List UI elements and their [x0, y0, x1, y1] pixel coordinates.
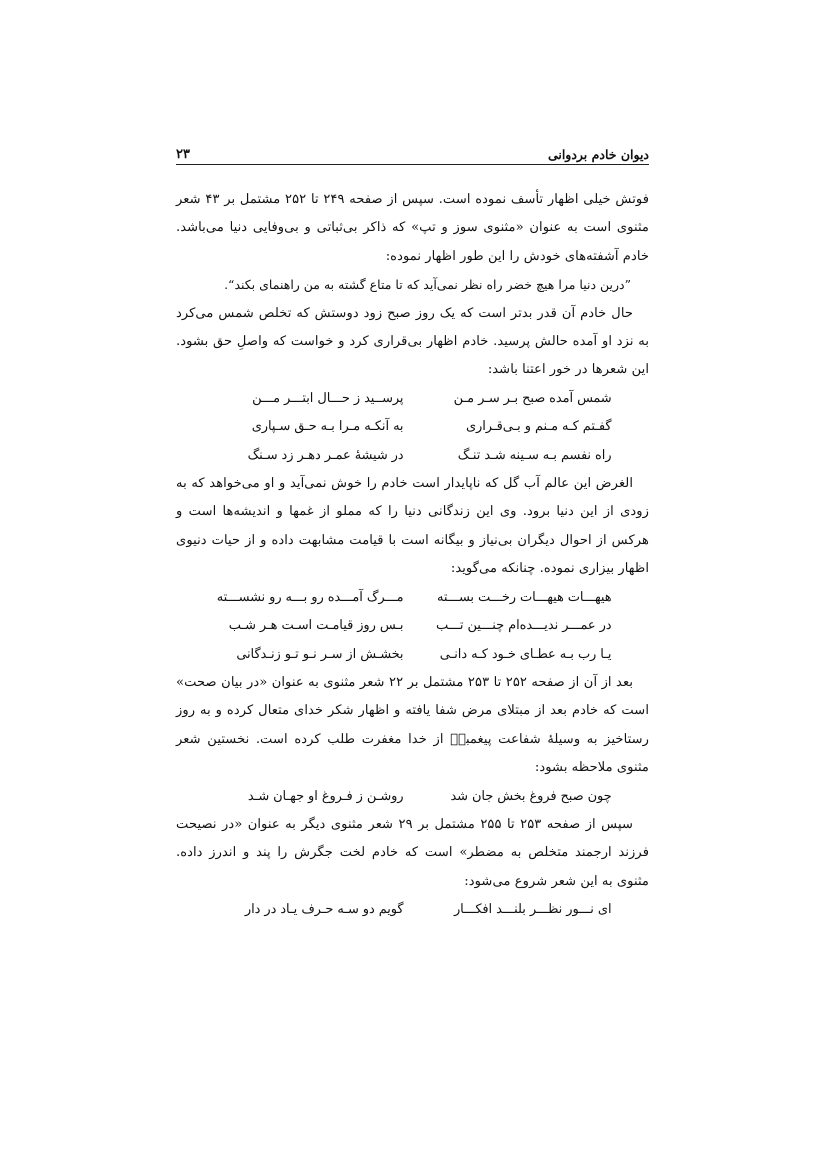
verse-second-hemistich: در شیشهٔ عمـر دهـر زد سـنگ: [247, 447, 404, 463]
paragraph: سپس از صفحه ۲۵۳ تا ۲۵۵ مشتمل بر ۲۹ شعر مثنوی دیگر به عنوان «در نصیحت فرزند ارجمند متخلص به مضطر» است که خادم لخت جگرش را پند و اندرز داده. مثنوی به این شعر شروع می‌شود:: [176, 816, 649, 889]
paragraph: حال خادم آن قدر بدتر است که یک روز صبح زود دوستش که تخلص شمس می‌کرد به نزد او آمده حالش پرسید. خادم اظهار بی‌قراری کرد و خواست که واصلِ حق بشود. این شعرها در خور اعتنا باشد:: [176, 305, 649, 378]
verse-first-hemistich: ای نـــور نظـــر بلنـــد افکـــار: [454, 902, 612, 918]
verse-line: [176, 641, 649, 669]
verse-first-hemistich: گفـتم کـه مـنم و بـی‌قـراری: [466, 419, 612, 435]
verse-line: [176, 783, 649, 811]
running-header: [176, 142, 649, 165]
verse-second-hemistich: مـــرگ آمـــده رو بـــه رو نشســـته: [216, 589, 404, 605]
verse-second-hemistich: گویم دو سـه حـرف یـاد در دار: [244, 902, 404, 918]
verse-first-hemistich: یـا رب بـه عطـای خـود کـه دانـی: [439, 646, 612, 662]
body-text: [176, 186, 649, 925]
verse-first-hemistich: راه نفسم بـه سـینه شـد تنـگ: [457, 447, 612, 463]
quotation: ”درین دنیا مرا هیچ خضر راه نظر نمی‌آید که تا متاع گشته به من راهنمای بکند“.: [224, 277, 631, 293]
verse-second-hemistich: بخشـش از سـر نـو تـو زنـدگانی: [236, 646, 404, 662]
page-number: ۲۳: [176, 147, 190, 162]
verse-line: [176, 413, 649, 441]
verse-line: [176, 896, 649, 924]
verse-second-hemistich: بـس روز قیامـت اسـت هـر شـب: [228, 618, 404, 634]
verse-line: [176, 442, 649, 470]
paragraph: فوتش خیلی اظهار تأسف نموده است. سپس از صفحه ۲۴۹ تا ۲۵۲ مشتمل بر ۴۳ شعر مثنوی است به عنوان «مثنوی سوز و تپ» که ذاکر بی‌ثباتی و بی‌وفایی دنیا می‌باشد. خادم آشفته‌های خودش را این طور اظهار نموده:: [176, 192, 649, 264]
verse-first-hemistich: در عمـــر ندیـــده‌ام چنـــین تـــب: [436, 618, 612, 634]
verse-second-hemistich: به آنکـه مـرا بـه حـق سـپاری: [251, 419, 404, 435]
paragraph: بعد از آن از صفحه ۲۵۲ تا ۲۵۳ مشتمل بر ۲۲ شعر مثنوی به عنوان «در بیان صحت» است که خادم بعد از مبتلای مرض شفا یافته و اظهار شکر خدای متعال کرده و به روز رستاخیز به وسیلهٔ شفاعت پیغمبرؐ از خدا مغفرت طلب کرده است. نخستین شعر مثنوی ملاحظه بشود:: [176, 674, 649, 776]
verse-first-hemistich: چون صبح فروغ بخش جان شد: [450, 788, 612, 804]
book-title: دیوان خادم بردوانی: [547, 147, 649, 162]
verse-line: [176, 612, 649, 640]
verse-first-hemistich: شمس آمده صبح بـر سـر مـن: [453, 390, 612, 406]
paragraph: الغرض این عالم آب گل که ناپایدار است خادم را خوش نمی‌آید و او می‌خواهد که به زودی از این دنیا برود. وی این زندگانی دنیا را که مملو از غمها و اندیشه‌ها است و هرکس از احوال دیگران بی‌نیاز و بیگانه است با قیامت مشابهت داده و از حیات دنیوی اظهار بیزاری نموده. چنانکه می‌گوید:: [176, 476, 649, 577]
verse-line: [176, 385, 649, 413]
verse-line: [176, 584, 649, 612]
verse-second-hemistich: روشـن ز فـروغ او جهـان شـد: [247, 788, 404, 804]
verse-first-hemistich: هیهـــات هیهـــات رخـــت بســـته: [437, 589, 612, 605]
verse-second-hemistich: پرســید ز حـــال ابتـــر مـــن: [252, 390, 404, 406]
